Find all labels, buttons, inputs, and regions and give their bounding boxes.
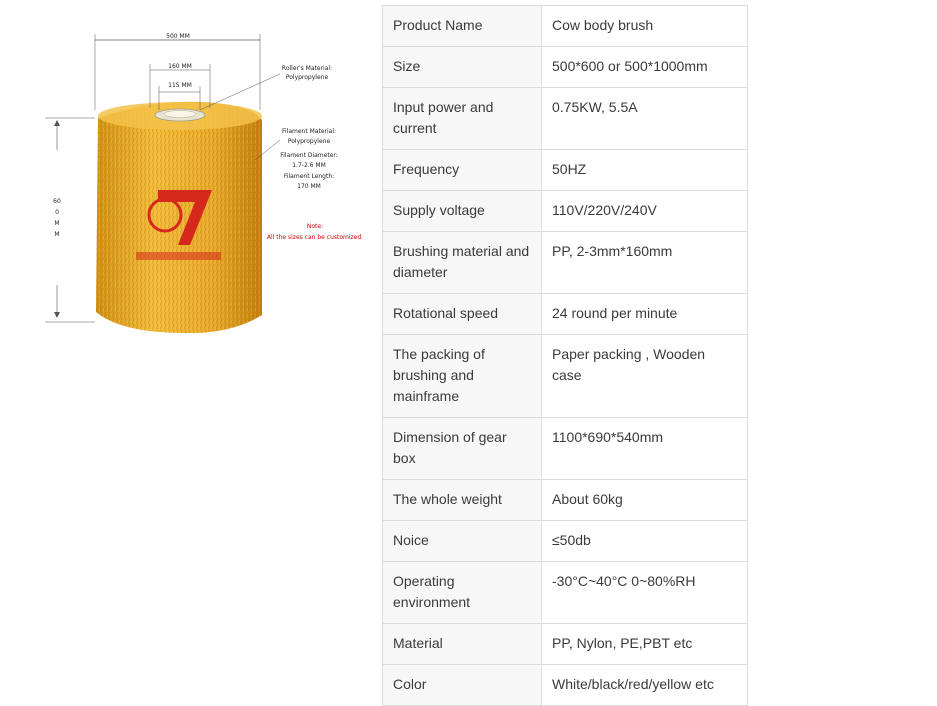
spec-value-cell: 500*600 or 500*1000mm (542, 47, 748, 88)
spec-key-cell: Dimension of gear box (383, 418, 542, 480)
table-row (383, 562, 748, 624)
dim-160-label: 160 MM (168, 63, 192, 70)
spec-key-cell: Rotational speed (383, 294, 542, 335)
spec-key-cell: Input power and current (383, 88, 542, 150)
table-row (383, 191, 748, 232)
spec-value-cell: 24 round per minute (542, 294, 748, 335)
spec-key-cell: Brushing material and diameter (383, 232, 542, 294)
spec-key-cell: Size (383, 47, 542, 88)
table-row (383, 624, 748, 665)
spec-value-cell: -30°C~40°C 0~80%RH (542, 562, 748, 624)
spec-key-cell: The whole weight (383, 480, 542, 521)
filament-diameter-value: 1.7-2.6 MM (292, 162, 326, 169)
table-row (383, 521, 748, 562)
table-row (383, 47, 748, 88)
filament-length-title: Filament Length: (283, 173, 335, 180)
table-row (383, 418, 748, 480)
spec-key-cell: Frequency (383, 150, 542, 191)
spec-value-cell: ≤50db (542, 521, 748, 562)
spec-value-cell: 1100*690*540mm (542, 418, 748, 480)
table-row (383, 150, 748, 191)
filament-diameter-title: Filament Diameter: (280, 152, 338, 159)
filament-length-value: 170 MM (297, 183, 321, 190)
note-title: Note: (306, 223, 324, 230)
table-row (383, 335, 748, 418)
product-diagram (40, 30, 380, 340)
spec-value-cell: PP, 2-3mm*160mm (542, 232, 748, 294)
table-row (383, 480, 748, 521)
spec-key-cell: Supply voltage (383, 191, 542, 232)
table-row (383, 6, 748, 47)
table-row (383, 294, 748, 335)
spec-key-cell: The packing of brushing and mainframe (383, 335, 542, 418)
spec-value-cell: PP, Nylon, PE,PBT etc (542, 624, 748, 665)
spec-key-cell: Operating environment (383, 562, 542, 624)
filament-material-value: Polypropylene (287, 138, 331, 145)
table-row (383, 88, 748, 150)
spec-value-cell: Paper packing , Wooden case (542, 335, 748, 418)
dim-115-label: 115 MM (168, 82, 192, 89)
spec-value-cell: 110V/220V/240V (542, 191, 748, 232)
spec-key-cell: Noice (383, 521, 542, 562)
table-row (383, 665, 748, 706)
spec-value-cell: 0.75KW, 5.5A (542, 88, 748, 150)
table-row (383, 232, 748, 294)
roller-material-title: Roller's Material: (281, 65, 333, 72)
spec-key-cell: Product Name (383, 6, 542, 47)
spec-table (382, 5, 748, 706)
spec-value-cell: Cow body brush (542, 6, 748, 47)
filament-material-title: Filament Material: (281, 128, 337, 135)
spec-key-cell: Material (383, 624, 542, 665)
dim-500-label: 500 MM (166, 33, 190, 40)
spec-value-cell: 50HZ (542, 150, 748, 191)
note-text: All the sizes can be customized. (266, 234, 364, 241)
spec-value-cell: White/black/red/yellow etc (542, 665, 748, 706)
spec-value-cell: About 60kg (542, 480, 748, 521)
spec-table-body (383, 6, 748, 706)
roller-material-value: Polypropylene (285, 74, 329, 81)
spec-key-cell: Color (383, 665, 542, 706)
dim-600-label: 600MM (53, 198, 61, 238)
